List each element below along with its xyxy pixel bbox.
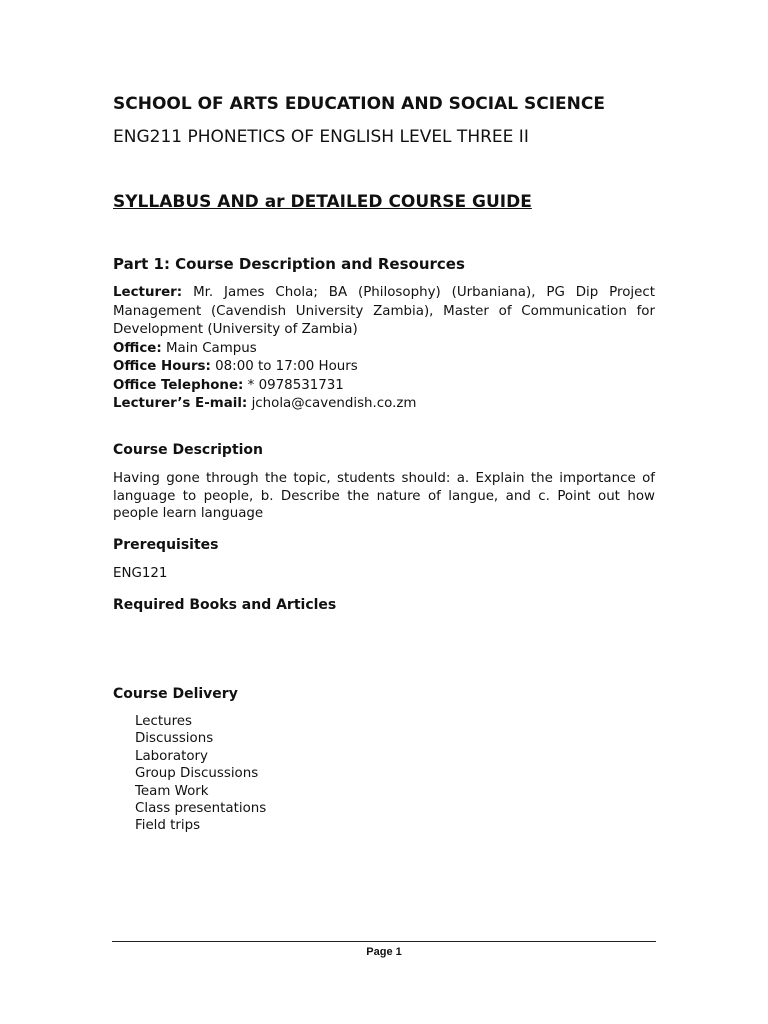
hours-label: Office Hours: [113,359,211,374]
phone-label: Office Telephone: [113,377,244,393]
list-item: Team Work [135,783,209,799]
footer-divider [112,941,656,942]
list-item: Lectures [135,714,192,729]
phone-line [113,377,655,396]
lecturer-line [113,284,655,340]
course-title: ENG211 PHONETICS OF ENGLISH LEVEL THREE II [113,127,529,147]
lecturer-label: Lecturer: [113,285,183,300]
prerequisites-heading: Prerequisites [113,537,219,553]
required-books-heading: Required Books and Articles [113,597,337,613]
page-number: Page 1 [366,946,402,958]
syllabus-title: SYLLABUS AND ar DETAILED COURSE GUIDE [113,192,532,212]
office-label: Office: [113,340,162,356]
lecturer-info [113,284,655,414]
prerequisites-value: ENG121 [113,566,168,581]
school-name: SCHOOL OF ARTS EDUCATION AND SOCIAL SCIENCE [113,94,605,114]
list-item: Field trips [135,818,201,834]
email-line [113,395,655,414]
lecturer-value: Mr. James Chola; BA (Philosophy) (Urbaniana), PG Dip Project Management (Cavendish University Zambia), Master of Communication for Development (University of Zambia) [113,285,655,337]
list-item: Discussions [135,731,214,747]
email-label: Lecturer’s E-mail: [113,396,248,411]
phone-value: * 0978531731 [247,377,344,393]
email-value: jchola@cavendish.co.zm [251,396,417,411]
list-item: Class presentations [135,801,267,817]
course-description-text: Having gone through the topic, students should: a. Explain the importance of language to people, b. Describe the nature of langue, and c. Point out how people learn language [113,471,655,521]
course-delivery-heading: Course Delivery [113,686,238,702]
course-delivery-list [135,713,266,835]
hours-value: 08:00 to 17:00 Hours [215,359,358,374]
hours-line [113,358,655,377]
list-item: Laboratory [135,748,208,764]
list-item: Group Discussions [135,766,259,782]
part1-heading: Part 1: Course Description and Resources [113,255,465,273]
course-description-heading: Course Description [113,442,264,458]
office-line [113,340,655,359]
office-value: Main Campus [165,340,257,356]
